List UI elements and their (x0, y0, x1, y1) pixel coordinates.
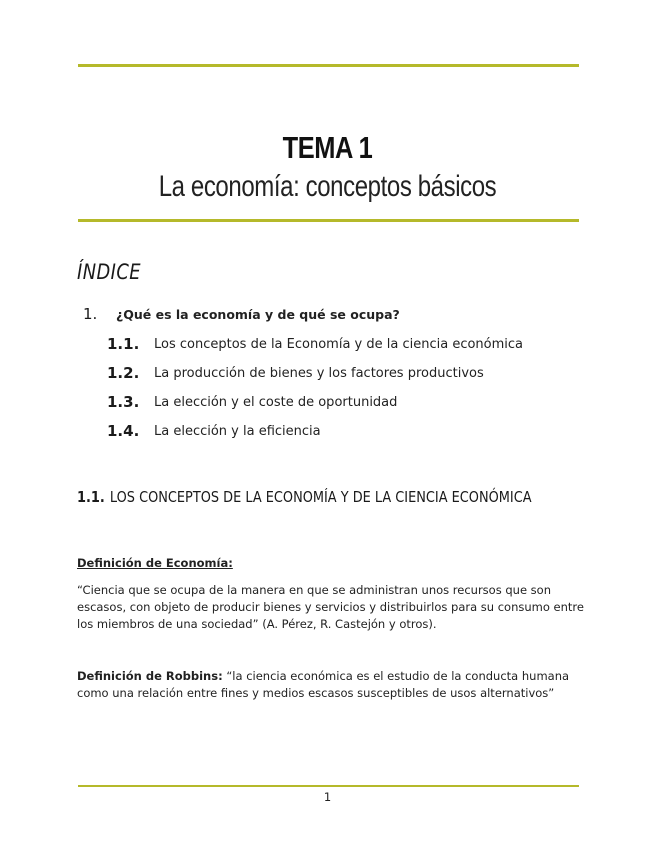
toc-subitem-number: 1.3. (107, 393, 140, 411)
toc-subitem-number: 1.2. (107, 364, 140, 382)
definition-robbins (77, 668, 587, 702)
page-number: 1 (323, 790, 332, 804)
toc-item-number: 1. (83, 305, 98, 323)
section-number: 1.1. (77, 488, 105, 506)
toc-item-label: ¿Qué es la economía y de qué se ocupa? (116, 307, 400, 322)
toc-subitem-label: La elección y la eficiencia (154, 424, 321, 439)
index-heading: ÍNDICE (77, 260, 141, 284)
definition-robbins-label: Definición de Robbins: (77, 669, 223, 683)
toc-subitem-number: 1.4. (107, 422, 140, 440)
definition-economia-label: Definición de Economía: (77, 556, 233, 570)
section-heading (77, 488, 532, 506)
page-title: TEMA 1 (282, 130, 373, 165)
top-divider (78, 64, 579, 67)
toc-subitem-label: La producción de bienes y los factores productivos (154, 366, 484, 381)
page-subtitle: La economía: conceptos básicos (158, 170, 497, 203)
definition-robbins-text: “la ciencia económica es el estudio de la conducta humana como una relación entre fines y medios escasos susceptibles de usos alternativos” (77, 669, 570, 700)
toc-subitem-label: La elección y el coste de oportunidad (154, 395, 398, 410)
title-divider (78, 219, 579, 222)
toc-subitem-number: 1.1. (107, 335, 140, 353)
toc-subitem-label: Los conceptos de la Economía y de la ciencia económica (154, 337, 523, 352)
definition-economia-text: “Ciencia que se ocupa de la manera en que se administran unos recursos que son escasos, con objeto de producir bienes y servicios y distribuirlos para su consumo entre los miembros de una sociedad” (A. Pérez, R. Castejón y otros). (77, 583, 584, 631)
section-title: LOS CONCEPTOS DE LA ECONOMÍA Y DE LA CIENCIA ECONÓMICA (109, 488, 532, 506)
footer-divider (78, 785, 579, 787)
